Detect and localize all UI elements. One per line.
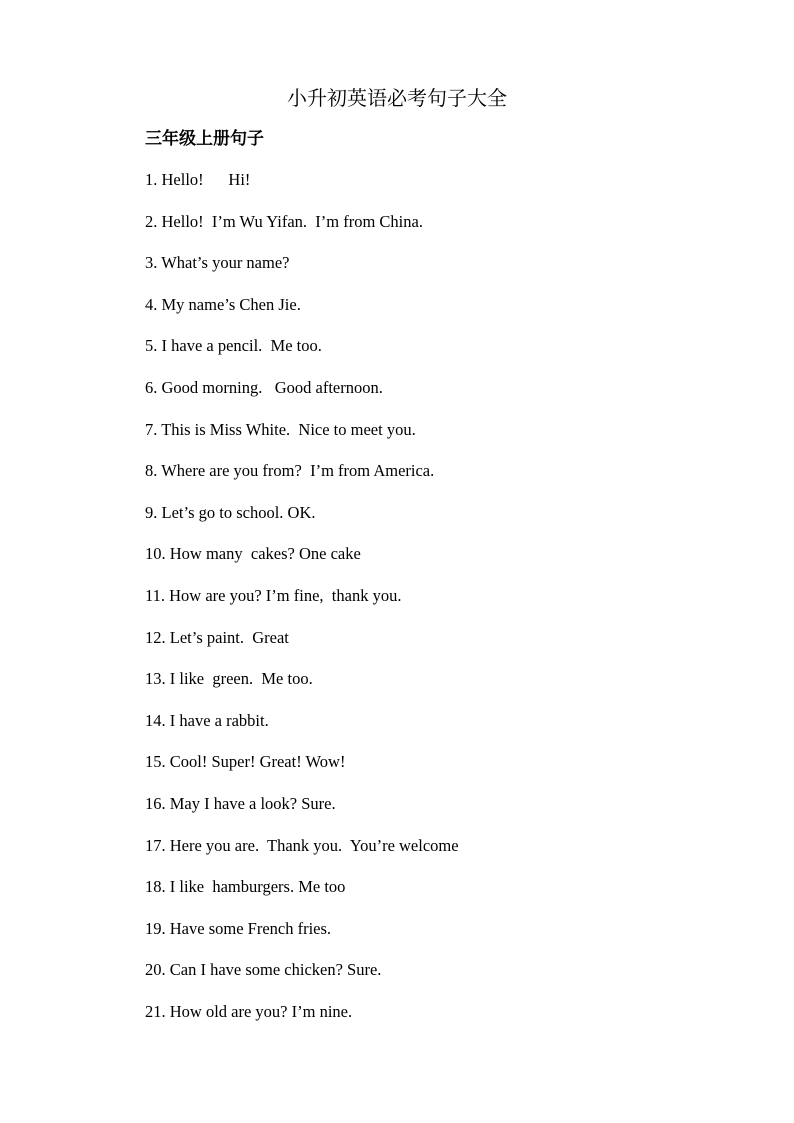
sentence-list	[145, 168, 705, 1041]
sentence-item: 3. What’s your name?	[145, 253, 290, 273]
sentence-item: 13. I like green. Me too.	[145, 669, 313, 689]
sentence-item: 12. Let’s paint. Great	[145, 627, 289, 647]
sentence-item: 10. How many cakes? One cake	[145, 544, 361, 564]
section-heading: 三年级上册句子	[145, 129, 264, 149]
sentence-item: 17. Here you are. Thank you. You’re welcome	[145, 835, 459, 855]
sentence-item: 9. Let’s go to school. OK.	[145, 502, 316, 522]
page-title: 小升初英语必考句子大全	[287, 86, 507, 110]
sentence-item: 5. I have a pencil. Me too.	[145, 336, 322, 356]
sentence-item: 2. Hello! I’m Wu Yifan. I’m from China.	[145, 211, 423, 231]
sentence-item: 11. How are you? I’m fine, thank you.	[145, 585, 402, 605]
sentence-item: 15. Cool! Super! Great! Wow!	[145, 752, 346, 772]
sentence-item: 8. Where are you from? I’m from America.	[145, 461, 435, 481]
sentence-item: 20. Can I have some chicken? Sure.	[145, 960, 382, 980]
sentence-item: 16. May I have a look? Sure.	[145, 793, 336, 813]
sentence-item: 21. How old are you? I’m nine.	[145, 1001, 353, 1021]
sentence-item: 7. This is Miss White. Nice to meet you.	[145, 419, 416, 439]
sentence-item: 6. Good morning. Good afternoon.	[145, 377, 383, 397]
sentence-item: 4. My name’s Chen Jie.	[145, 294, 301, 314]
sentence-item: 1. Hello! Hi!	[145, 170, 251, 189]
sentence-item: 14. I have a rabbit.	[145, 710, 269, 730]
sentence-item: 18. I like hamburgers. Me too	[145, 877, 346, 897]
sentence-item: 19. Have some French fries.	[145, 918, 332, 938]
